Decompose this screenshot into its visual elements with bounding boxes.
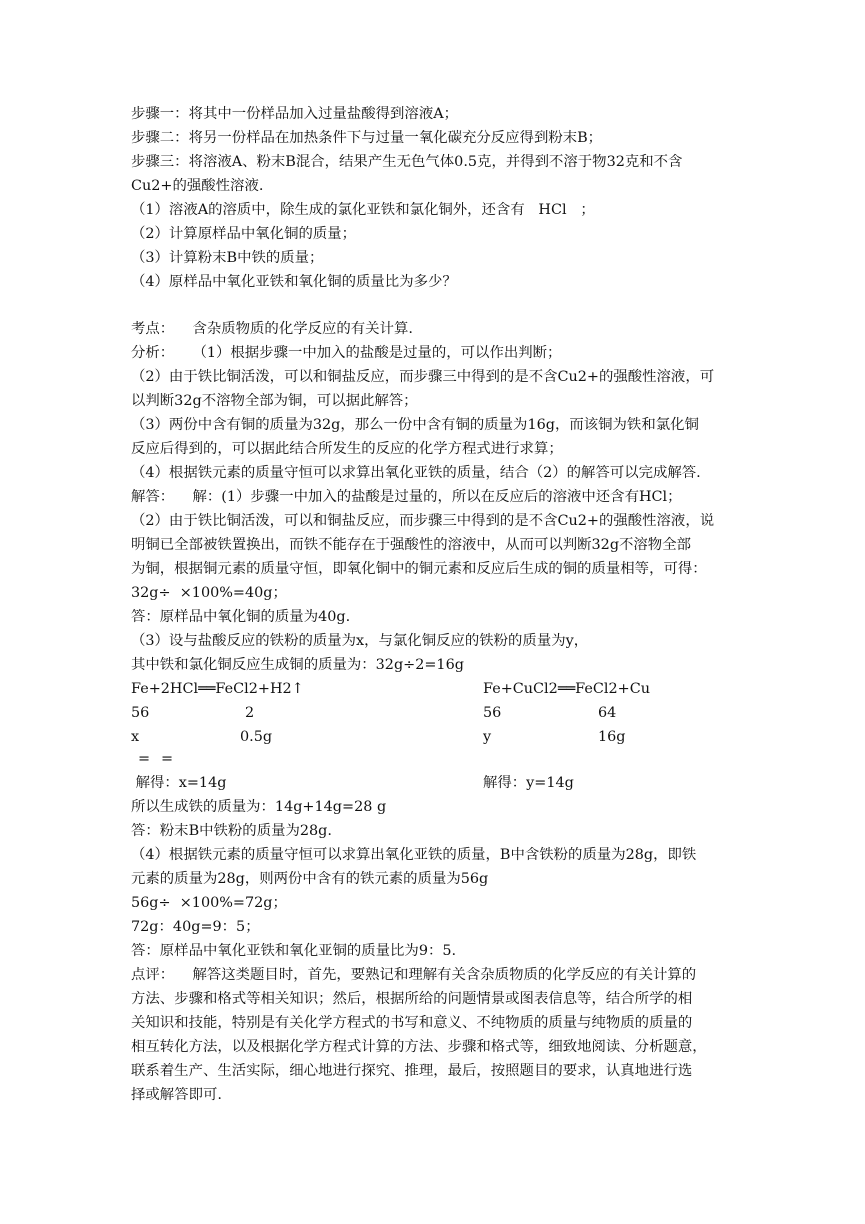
analysis-2-cont: 以判断32g不溶物全部为铜，可以据此解答； — [131, 393, 418, 409]
analysis-4: （4）根据铁元素的质量守恒可以求算出氧化亚铁的质量，结合（2）的解答可以完成解答. — [131, 465, 701, 481]
solve-y: 解得：y=14g — [483, 775, 574, 791]
question-3: （3）计算粉末B中铁的质量； — [131, 250, 324, 266]
question-1: （1）溶液A的溶质中，除生成的氯化亚铁和氯化铜外，还含有 HCl ； — [131, 202, 595, 218]
calc-cuo: 32g÷ ×100%=40g； — [131, 585, 287, 601]
calc-feo: 56g÷ ×100%=72g； — [131, 895, 287, 911]
answer-2-result: 答：原样品中氧化铜的质量为40g. — [131, 609, 351, 625]
answer-2-cont-b: 为铜，根据铜元素的质量守恒，即氧化铜中的铜元素和反应后生成的铜的质量相等，可得： — [131, 561, 707, 577]
solve-x: 解得：x=14g — [131, 775, 227, 791]
step-three: 步骤三：将溶液A、粉末B混合，结果产生无色气体0.5克，并得到不溶于物32克和不含 — [131, 154, 683, 170]
answer-4: （4）根据铁元素的质量守恒可以求算出氧化亚铁的质量，B中含铁粉的质量为28g，即铁 — [131, 847, 697, 863]
val-h2: 0.5g — [240, 729, 273, 745]
var-x: x — [131, 729, 140, 745]
answer-3-cu: 其中铁和氯化铜反应生成铜的质量为：32g÷2=16g — [131, 657, 464, 673]
comment-2: 方法、步骤和格式等相关知识；然后，根据所给的问题情景或图表信息等，结合所学的相 — [131, 991, 693, 1007]
comment-1: 点评： 解答这类题目时，首先，要熟记和理解有关含杂质物质的化学反应的有关计算的 — [131, 967, 697, 983]
analysis-1: 分析： （1）根据步骤一中加入的盐酸是过量的，可以作出判断； — [131, 345, 562, 361]
answer-2: （2）由于铁比铜活泼，可以和铜盐反应，而步骤三中得到的是不含Cu2+的强酸性溶液，说 — [131, 513, 715, 529]
answer-4-cont: 元素的质量为28g，则两份中含有的铁元素的质量为56g — [131, 871, 489, 887]
step-one: 步骤一：将其中一份样品加入过量盐酸得到溶液A； — [131, 106, 458, 122]
ratio-eq-1: = — [138, 751, 151, 767]
kaodian: 考点： 含杂质物质的化学反应的有关计算. — [131, 321, 413, 337]
comment-4: 相互转化方法，以及根据化学方程式计算的方法、步骤和格式等，细致地阅读、分析题意， — [131, 1039, 707, 1055]
val-cu: 16g — [598, 729, 626, 745]
analysis-2: （2）由于铁比铜活泼，可以和铜盐反应，而步骤三中得到的是不含Cu2+的强酸性溶液，可 — [131, 369, 715, 385]
answer-2-cont-a: 明铜已全部被铁置换出，而铁不能存在于强酸性的溶液中，从而可以判断32g不溶物全部 — [131, 537, 691, 553]
comment-3: 关知识和技能，特别是有关化学方程式的书写和意义、不纯物质的质量与纯物质的质量的 — [131, 1015, 693, 1031]
equation-right: Fe+CuCl2══FeCl2+Cu — [483, 681, 650, 697]
answer-4-result: 答：原样品中氧化亚铁和氧化亚铜的质量比为9：5. — [131, 943, 457, 959]
mass-fe-right: 56 — [483, 705, 502, 721]
analysis-3: （3）两份中含有铜的质量为32g，那么一份中含有铜的质量为16g，而该铜为铁和氯化铜 — [131, 417, 699, 433]
comment-5: 联系着生产、生活实际，细心地进行探究、推理，最后，按照题目的要求，认真地进行选 — [131, 1063, 693, 1079]
question-2: （2）计算原样品中氧化铜的质量； — [131, 226, 357, 242]
var-y: y — [483, 729, 492, 745]
answer-3: （3）设与盐酸反应的铁粉的质量为x，与氯化铜反应的铁粉的质量为y， — [131, 633, 589, 649]
mass-h2: 2 — [245, 705, 255, 721]
fe-total: 所以生成铁的质量为：14g+14g=28 g — [131, 799, 387, 815]
comment-6: 择或解答即可. — [131, 1087, 222, 1103]
equation-left: Fe+2HCl══FeCl2+H2↑ — [131, 681, 304, 697]
step-two: 步骤二：将另一份样品在加热条件下与过量一氧化碳充分反应得到粉末B； — [131, 130, 603, 146]
question-4: （4）原样品中氧化亚铁和氧化铜的质量比为多少？ — [131, 274, 457, 290]
answer-1: 解答： 解：(1）步骤一中加入的盐酸是过量的，所以在反应后的溶液中还含有HCl； — [131, 489, 682, 505]
answer-3-result: 答：粉末B中铁粉的质量为28g. — [131, 823, 332, 839]
ratio-eq-2: = — [161, 751, 174, 767]
mass-fe-left: 56 — [131, 705, 150, 721]
ratio: 72g：40g=9：5； — [131, 919, 260, 935]
step-three-cont: Cu2+的强酸性溶液. — [131, 178, 264, 194]
mass-cu: 64 — [598, 705, 617, 721]
analysis-3-cont: 反应后得到的，可以据此结合所发生的反应的化学方程式进行求算； — [131, 441, 563, 457]
